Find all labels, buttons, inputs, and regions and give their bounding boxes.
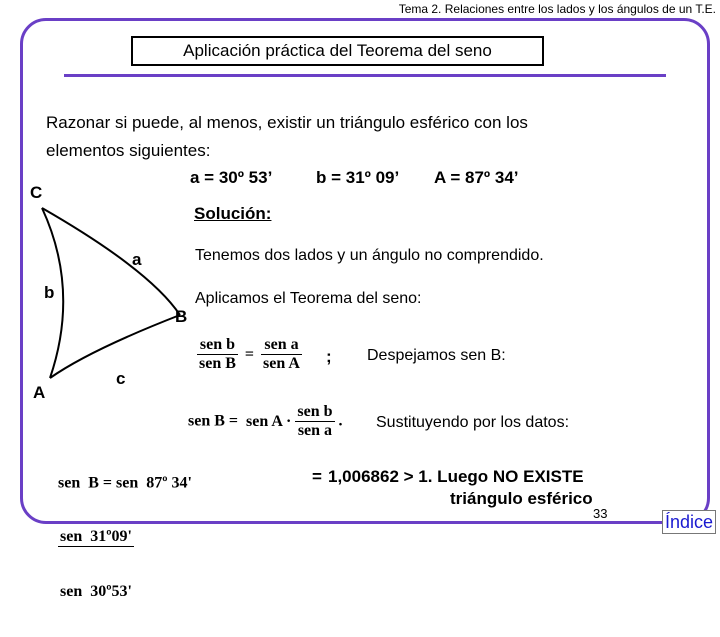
side-a-label: a <box>132 250 142 269</box>
equals-sign: = <box>312 467 322 486</box>
numerator: sen b <box>297 403 333 420</box>
middle-term: sen A · <box>246 412 292 430</box>
solution-step-3: Despejamos sen B: <box>367 347 506 364</box>
solution-step-1: Tenemos dos lados y un ángulo no comprendido. <box>195 247 544 264</box>
numerator: sen b <box>197 336 238 355</box>
denominator: sen A <box>263 355 300 372</box>
solution-step-2: Aplicamos el Teorema del seno: <box>195 290 422 307</box>
index-button[interactable]: Índice <box>662 510 716 534</box>
vertex-B-label: B <box>175 307 188 326</box>
lhs: sen B = <box>188 412 239 430</box>
period: . <box>338 412 343 430</box>
solution-heading: Solución: <box>194 204 272 223</box>
fraction <box>295 403 334 440</box>
spherical-triangle-diagram <box>30 200 200 400</box>
problem-line-1: Razonar si puede, al menos, existir un triángulo esférico con los <box>46 113 528 132</box>
side-c-label: c <box>116 369 126 388</box>
vertex-A-label: A <box>33 383 46 402</box>
chapter-header: Tema 2. Relaciones entre los lados y los ángulos de un T.E. <box>398 2 716 16</box>
denominator: sen B <box>199 355 236 372</box>
problem-line-2: elementos siguientes: <box>46 141 211 160</box>
given-b: b = 31º 09’ <box>316 168 400 187</box>
separator: ; <box>326 347 332 366</box>
substitution-equation <box>50 456 192 637</box>
side-b-label: b <box>44 283 55 302</box>
vertex-C-label: C <box>30 183 43 202</box>
conclusion: triángulo esférico <box>450 489 593 508</box>
page-number: 33 <box>593 506 608 521</box>
fraction <box>58 492 134 637</box>
solution-step-4: Sustituyendo por los datos: <box>376 414 570 431</box>
sine-law-equation <box>197 336 302 373</box>
slide-title: Aplicación práctica del Teorema del seno <box>131 36 544 66</box>
title-divider <box>64 74 666 77</box>
given-A: A = 87º 34’ <box>434 168 519 187</box>
fraction-left <box>197 336 238 373</box>
denominator: sen a <box>297 422 333 439</box>
lhs: sen B = sen 87º 34' <box>58 474 192 492</box>
given-a: a = 30º 53’ <box>190 168 273 187</box>
denominator: sen 30º53' <box>60 583 132 601</box>
fraction-right <box>261 336 302 373</box>
solve-sinB-equation <box>188 403 343 440</box>
numerator: sen a <box>261 336 302 355</box>
side-c-arc <box>50 315 180 378</box>
numerator: sen 31º09' <box>60 528 132 546</box>
result-value: 1,006862 > 1. Luego NO EXISTE <box>328 467 584 486</box>
equals-sign: = <box>244 345 255 363</box>
